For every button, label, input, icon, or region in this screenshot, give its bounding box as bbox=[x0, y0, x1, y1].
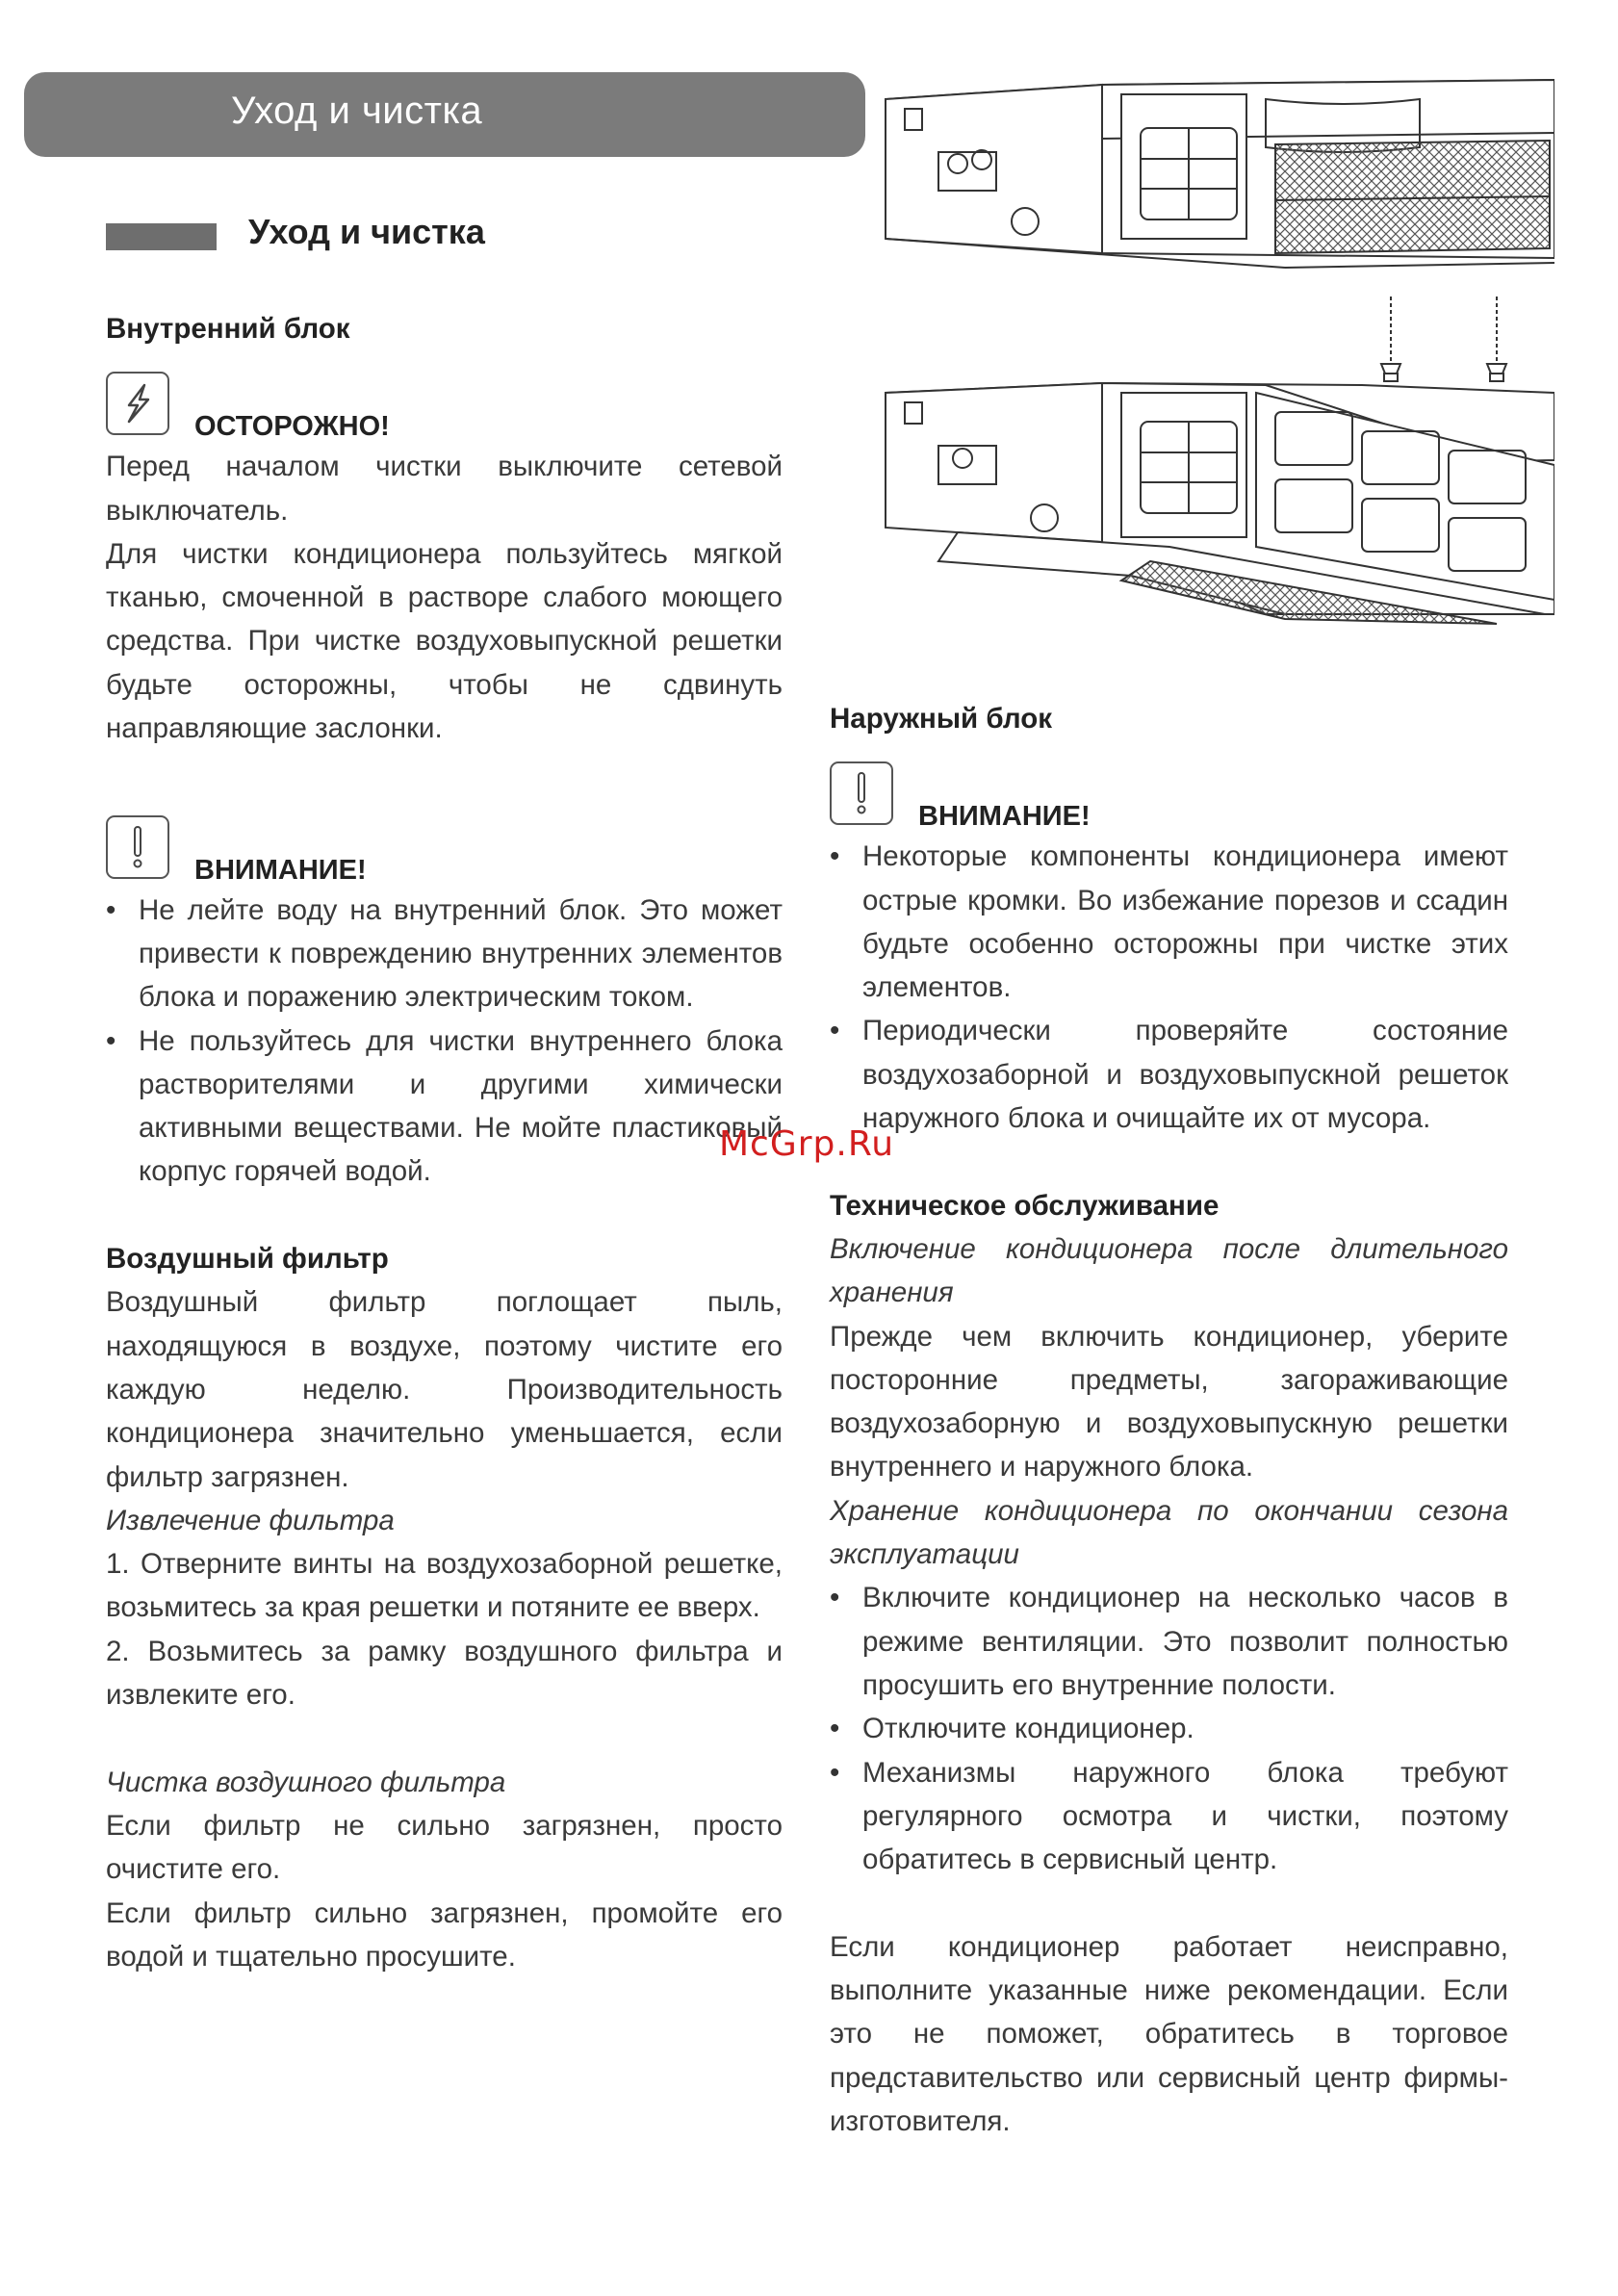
filter-cleaning-heading: Чистка воздушного фильтра bbox=[106, 1766, 506, 1798]
filter-removal-step-2: 2. Возьмитесь за рамку воздушного фильтра и извлеките его. bbox=[106, 1635, 783, 1712]
attention-list-left bbox=[106, 889, 783, 1194]
list-item: • Некоторые компоненты кондиционера имеют острые кромки. Во избежание порезов и ссадин будьте особенно осторожны при чистке этих элементов. bbox=[830, 835, 1508, 1009]
header-banner bbox=[24, 72, 865, 157]
upper-unit-drawing bbox=[886, 80, 1554, 381]
startup-text: Прежде чем включить кондиционер, уберите посторонние предметы, загораживающие воздухозаборную и воздуховыпускную решетки внутреннего и наружного блока. bbox=[830, 1320, 1508, 1483]
caution-text-1: Перед началом чистки выключите сетевой выключатель. bbox=[106, 451, 783, 527]
filter-removal-step-1: 1. Отверните винты на воздухозаборной решетке, возьмитесь за края решетки и потяните ее вверх. bbox=[106, 1548, 783, 1624]
storage-list bbox=[830, 1576, 1508, 1881]
attention-block-right bbox=[830, 761, 1508, 835]
list-item: • Периодически проверяйте состояние воздухозаборной и воздуховыпускной решеток наружного блока и очищайте их от мусора. bbox=[830, 1009, 1508, 1140]
caution-text-2: Для чистки кондиционера пользуйтесь мягкой тканью, смоченной в растворе слабого моющего средства. При чистке воздуховыпускной решетки будьте осторожны, чтобы не сдвинуть направляющие заслонки. bbox=[106, 537, 783, 745]
section-title: Уход и чистка bbox=[248, 212, 485, 251]
watermark: McGrp.Ru bbox=[719, 1124, 895, 1164]
attention-label-right: ВНИМАНИЕ! bbox=[918, 801, 1091, 833]
maintenance-heading: Техническое обслуживание bbox=[830, 1189, 1220, 1222]
lower-unit-drawing bbox=[886, 383, 1554, 624]
attention-label-left: ВНИМАНИЕ! bbox=[194, 854, 367, 886]
caution-block bbox=[106, 372, 783, 445]
list-item: • Включите кондиционер на несколько часов в режиме вентиляции. Это позволит полностью просушить его внутренние полости. bbox=[830, 1576, 1508, 1707]
caution-label: ОСТОРОЖНО! bbox=[194, 411, 390, 443]
indoor-unit-illustration bbox=[881, 75, 1554, 662]
attention-list-right bbox=[830, 835, 1508, 1140]
startup-heading: Включение кондиционера после длительного хранения bbox=[830, 1232, 1508, 1309]
air-filter-text: Воздушный фильтр поглощает пыль, находящуюся в воздухе, поэтому чистите его каждую неделю. Производительность кондиционера значительно уменьшается, если фильтр загрязнен. bbox=[106, 1286, 783, 1493]
list-item: • Не лейте воду на внутренний блок. Это может привести к повреждению внутренних элементов блока и поражению электрическим током. bbox=[106, 889, 783, 1019]
attention-block-left bbox=[106, 815, 783, 889]
list-item: • Отключите кондиционер. bbox=[830, 1707, 1508, 1750]
section-marker bbox=[106, 223, 217, 250]
storage-heading: Хранение кондиционера по окончании сезона эксплуатации bbox=[830, 1494, 1508, 1571]
header-title: Уход и чистка bbox=[231, 90, 483, 132]
right-column bbox=[830, 697, 1508, 2143]
air-filter-heading: Воздушный фильтр bbox=[106, 1243, 389, 1276]
filter-removal-heading: Извлечение фильтра bbox=[106, 1504, 395, 1536]
troubleshooting-text: Если кондиционер работает неисправно, выполните указанные ниже рекомендации. Если это не поможет, обратитесь в торговое представительство или сервисный центр фирмы-изготовителя. bbox=[830, 1930, 1508, 2137]
list-item: • Механизмы наружного блока требуют регулярного осмотра и чистки, поэтому обратитесь в сервисный центр. bbox=[830, 1751, 1508, 1882]
filter-cleaning-text-2: Если фильтр сильно загрязнен, промойте его водой и тщательно просушите. bbox=[106, 1896, 783, 1973]
lightning-icon bbox=[106, 372, 169, 435]
list-item: • Не пользуйтесь для чистки внутреннего блока растворителями и другими химически активными веществами. Не мойте пластиковый корпус горячей водой. bbox=[106, 1019, 783, 1194]
outdoor-unit-heading: Наружный блок bbox=[830, 703, 1052, 735]
exclamation-icon bbox=[106, 815, 169, 879]
filter-cleaning-text-1: Если фильтр не сильно загрязнен, просто очистите его. bbox=[106, 1809, 783, 1886]
exclamation-icon bbox=[830, 761, 893, 825]
indoor-unit-heading: Внутренний блок bbox=[106, 313, 350, 345]
left-column bbox=[106, 307, 783, 1978]
